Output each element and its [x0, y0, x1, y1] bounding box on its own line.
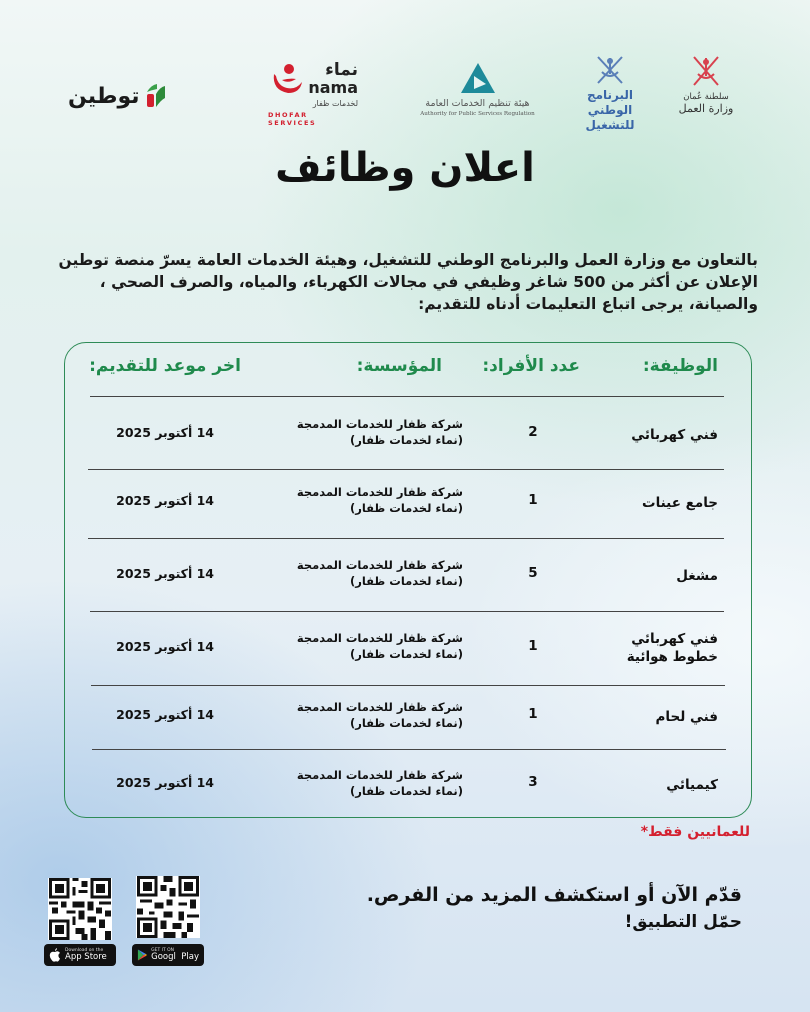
nama-mark-icon [270, 62, 304, 96]
google-play-badge-small-text: GET IT ON [151, 947, 175, 953]
header-job: الوظيفة: [642, 356, 718, 376]
apsr-logo-arabic: هيئة تنظيم الخدمات العامة [425, 98, 530, 109]
national-emblem-red-icon [691, 54, 721, 88]
row-3-org-line2: (نماء لخدمات ظفار) [349, 574, 463, 588]
intro-line-3: والصيانة، يرجى اتباع التعليمات أدناه للتقديم: [418, 295, 758, 313]
table-divider [90, 611, 724, 612]
row-2-org-line1: شركة ظفار للخدمات المدمجة [296, 485, 463, 499]
national-emblem-icon [595, 54, 625, 86]
mol-logo-line2: وزارة العمل [678, 102, 734, 115]
row-2-count: 1 [528, 492, 538, 508]
row-1-org-line1: شركة ظفار للخدمات المدمجة [296, 417, 463, 431]
nep-logo-line1: البرنامج الوطني [586, 88, 634, 117]
cta-apply-text: قدّم الآن أو استكشف المزيد من الفرص. [366, 884, 742, 906]
row-3-job: مشغل [676, 568, 718, 584]
omanis-only-note: للعمانيين فقط* [640, 824, 750, 840]
row-5-organization [263, 699, 463, 731]
row-4-deadline: 14 أكتوبر 2025 [116, 639, 214, 654]
nama-logo [268, 58, 360, 127]
row-1-count: 2 [528, 424, 538, 440]
google-play-qr-code[interactable] [136, 876, 200, 938]
tawteen-logo [68, 78, 213, 114]
row-4-org-line1: شركة ظفار للخدمات المدمجة [296, 631, 463, 645]
row-3-deadline: 14 أكتوبر 2025 [116, 566, 214, 581]
apsr-triangle-icon [460, 62, 496, 94]
header-count: عدد الأفراد: [482, 356, 580, 376]
app-store-badge-small-text: Download on the [65, 947, 104, 953]
apsr-logo [410, 62, 545, 120]
header-deadline: اخر موعد للتقديم: [89, 356, 241, 376]
row-2-deadline: 14 أكتوبر 2025 [116, 493, 214, 508]
row-6-org-line1: شركة ظفار للخدمات المدمجة [296, 768, 463, 782]
row-6-job: كيميائي [666, 777, 718, 793]
row-4-org-line2: (نماء لخدمات ظفار) [349, 647, 463, 661]
row-1-job: فني كهربائي [631, 427, 718, 443]
row-5-deadline: 14 أكتوبر 2025 [116, 707, 214, 722]
google-play-badge-text: Googl Play [151, 952, 199, 962]
ministry-of-labour-logo [676, 54, 736, 120]
table-divider [91, 685, 725, 686]
tawteen-logo-text: توطين [68, 83, 140, 109]
nama-logo-english: nama [308, 78, 358, 97]
row-1-org-line2: (نماء لخدمات ظفار) [349, 433, 463, 447]
nep-logo-text [570, 88, 650, 133]
row-4-job [588, 630, 718, 666]
row-4-job-line2: خطوط هوائية [626, 649, 718, 665]
row-2-org-line2: (نماء لخدمات ظفار) [349, 501, 463, 515]
nama-logo-subtitle-arabic: لخدمات ظفار [312, 99, 358, 108]
app-store-badge[interactable] [44, 944, 116, 966]
row-5-count: 1 [528, 706, 538, 722]
row-2-organization [263, 484, 463, 516]
app-store-badge-text: App Store [65, 952, 107, 962]
cta-download-text: حمّل التطبيق! [624, 912, 742, 932]
table-divider [88, 469, 724, 470]
mol-logo-text [676, 92, 736, 114]
app-store-qr-code[interactable] [48, 878, 112, 940]
national-employment-program-logo [570, 54, 650, 132]
row-5-org-line1: شركة ظفار للخدمات المدمجة [296, 700, 463, 714]
row-4-count: 1 [528, 638, 538, 654]
row-6-organization [263, 767, 463, 799]
row-2-job: جامع عينات [642, 495, 718, 511]
row-6-deadline: 14 أكتوبر 2025 [116, 775, 214, 790]
nama-logo-arabic: نماء [325, 60, 358, 80]
row-3-org-line1: شركة ظفار للخدمات المدمجة [296, 558, 463, 572]
apple-icon [49, 948, 61, 962]
row-1-organization [263, 416, 463, 448]
row-6-count: 3 [528, 774, 538, 790]
mol-logo-line1: سلطنة عُمان [683, 92, 729, 102]
apsr-logo-english: Authority for Public Services Regulation [420, 111, 535, 117]
nama-logo-subtitle-english: DHOFAR SERVICES [268, 111, 317, 127]
row-3-organization [263, 557, 463, 589]
table-divider [88, 538, 724, 539]
row-6-org-line2: (نماء لخدمات ظفار) [349, 784, 463, 798]
row-4-job-line1: فني كهربائي [631, 631, 718, 647]
google-play-badge[interactable] [132, 944, 204, 966]
play-icon [137, 949, 147, 961]
row-5-org-line2: (نماء لخدمات ظفار) [349, 716, 463, 730]
intro-paragraph [58, 249, 758, 315]
intro-line-1: بالتعاون مع وزارة العمل والبرنامج الوطني للتشغيل، وهيئة الخدمات العامة يسرّ منصة توطين [58, 251, 758, 269]
row-5-job: فني لحام [655, 709, 718, 725]
page-title: اعلان وظائف [275, 145, 535, 191]
header-organization: المؤسسة: [356, 356, 442, 376]
nep-logo-line2: للتشغيل [585, 118, 635, 132]
intro-line-2: الإعلان عن أكثر من 500 شاغر وظيفي في مجالات الكهرباء، والمياه، والصرف الصحي ، [99, 273, 758, 291]
tawteen-leaf-icon [146, 84, 166, 108]
table-divider [92, 749, 726, 750]
row-4-organization [263, 630, 463, 662]
table-divider [90, 396, 724, 397]
row-3-count: 5 [528, 565, 538, 581]
row-1-deadline: 14 أكتوبر 2025 [116, 425, 214, 440]
